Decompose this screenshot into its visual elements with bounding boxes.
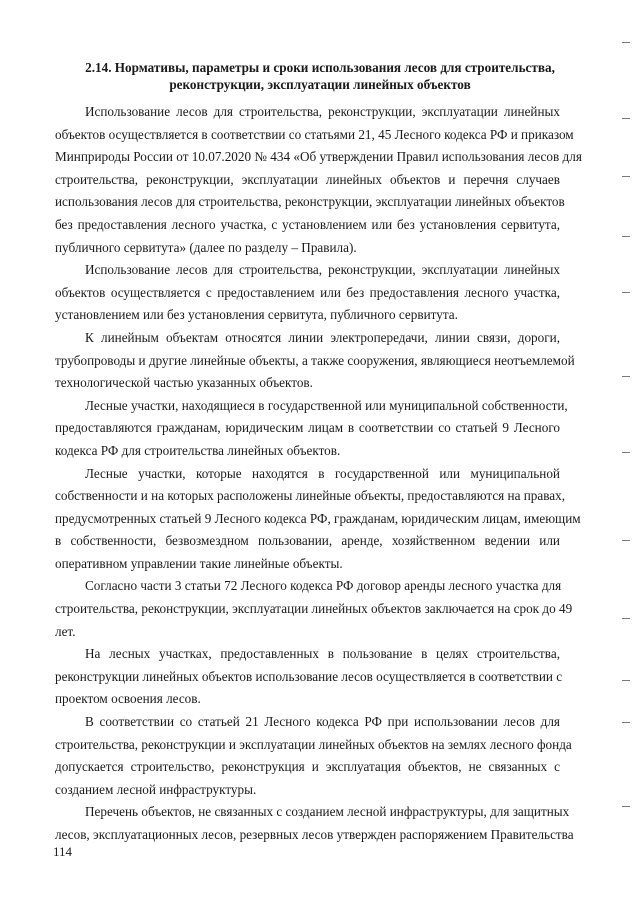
margin-mark xyxy=(622,42,630,43)
paragraph-line: Согласно части 3 статьи 72 Лесного кодекса РФ договор аренды лесного участка для xyxy=(85,578,562,594)
paragraph-line: строительства, реконструкции, эксплуатации линейных объектов заключается на срок до 49 xyxy=(55,601,573,617)
paragraph xyxy=(55,463,581,576)
paragraph-line: реконструкции линейных объектов использование лесов осуществляется в соответствии с xyxy=(55,668,563,684)
margin-mark xyxy=(622,722,630,723)
margin-mark xyxy=(622,376,630,377)
paragraph-line: предоставляются гражданам, юридическим лицам в соответствии со статьей 9 Лесного xyxy=(55,420,560,436)
paragraph-line: допускается строительство, реконструкция и эксплуатация объектов, не связанных с xyxy=(55,759,560,775)
paragraph-line: предусмотренных статьей 9 Лесного кодекса РФ, гражданам, юридическим лицам, имеющим xyxy=(55,510,581,526)
paragraph-line: лесов, эксплуатационных лесов, резервных лесов утвержден распоряжением Правительства xyxy=(55,827,574,842)
body-text xyxy=(55,101,582,847)
paragraph xyxy=(55,711,572,801)
paragraph xyxy=(55,327,575,395)
paragraph-line: Перечень объектов, не связанных с созданием лесной инфраструктуры, для защитных xyxy=(85,804,570,820)
margin-mark xyxy=(622,540,630,541)
paragraph xyxy=(55,259,560,327)
paragraph-line: трубопроводы и другие линейные объекты, а также сооружения, являющиеся неотъемлемой xyxy=(55,352,575,368)
paragraph-line: К линейным объектам относятся линии электропередачи, линии связи, дороги, xyxy=(85,329,560,345)
paragraph-line: Лесные участки, находящиеся в государственной или муниципальной собственности, xyxy=(85,397,568,413)
paragraph-line: Лесные участки, которые находятся в государственной или муниципальной xyxy=(85,465,560,481)
paragraph-line: технологической частью указанных объектов. xyxy=(55,375,313,391)
margin-mark xyxy=(622,618,630,619)
paragraph-line: использования лесов для строительства, реконструкции, эксплуатации линейных объектов xyxy=(55,194,565,210)
paragraph-line: лет. xyxy=(55,623,76,639)
paragraph-line: В соответствии со статьей 21 Лесного кодекса РФ при использовании лесов для xyxy=(85,714,560,730)
paragraph-line: без предоставления лесного участка, с установлением или без установления сервитута, xyxy=(55,216,560,232)
paragraph-line: На лесных участках, предоставленных в пользование в целях строительства, xyxy=(85,646,560,662)
paragraph-line: Минприроды России от 10.07.2020 № 434 «Об утверждении Правил использования лесов для xyxy=(55,149,582,165)
paragraph-line: строительства, реконструкции и эксплуатации линейных объектов на землях лесного фонда xyxy=(55,736,572,752)
paragraph-line: установлением или без установления сервитута, публичного сервитута. xyxy=(55,307,458,323)
heading-line-2: реконструкции, эксплуатации линейных объектов xyxy=(169,77,471,92)
margin-mark xyxy=(622,292,630,293)
heading-line-1: 2.14. Нормативы, параметры и сроки использования лесов для строительства, xyxy=(85,60,555,75)
paragraph-line: собственности и на которых расположены линейные объекты, предоставляются на правах, xyxy=(55,488,566,504)
paragraph xyxy=(55,395,568,463)
paragraph-line: объектов осуществляется в соответствии со статьями 21, 45 Лесного кодекса РФ и приказом xyxy=(55,126,574,142)
paragraph-line: объектов осуществляется с предоставлением или без предоставления лесного участка, xyxy=(55,284,560,300)
paragraph-line: кодекса РФ для строительства линейных объектов. xyxy=(55,442,341,458)
margin-mark xyxy=(622,806,630,807)
paragraph xyxy=(55,643,563,711)
paragraph-line: Использование лесов для строительства, реконструкции, эксплуатации линейных xyxy=(85,262,560,278)
margin-mark xyxy=(622,680,630,681)
margin-mark xyxy=(622,176,630,177)
paragraph-line: созданием лесной инфраструктуры. xyxy=(55,781,257,797)
page-number: 114 xyxy=(53,844,73,859)
margin-mark xyxy=(622,452,630,453)
paragraph xyxy=(55,575,573,643)
paragraph-line: в собственности, безвозмездном пользовании, аренде, хозяйственном ведении или xyxy=(55,533,560,549)
paragraph-line: Использование лесов для строительства, реконструкции, эксплуатации линейных xyxy=(85,104,560,119)
margin-mark xyxy=(622,236,630,237)
paragraph xyxy=(55,101,582,259)
paragraph-line: проектом освоения лесов. xyxy=(55,691,201,707)
paragraph xyxy=(55,801,574,846)
paragraph-line: публичного сервитута» (далее по разделу – Правила). xyxy=(55,239,357,255)
section-heading xyxy=(55,59,585,93)
paragraph-line: оперативном управлении такие линейные объекты. xyxy=(55,555,343,571)
paragraph-line: строительства, реконструкции, эксплуатации линейных объектов и перечня случаев xyxy=(55,171,560,187)
margin-mark xyxy=(622,118,630,119)
